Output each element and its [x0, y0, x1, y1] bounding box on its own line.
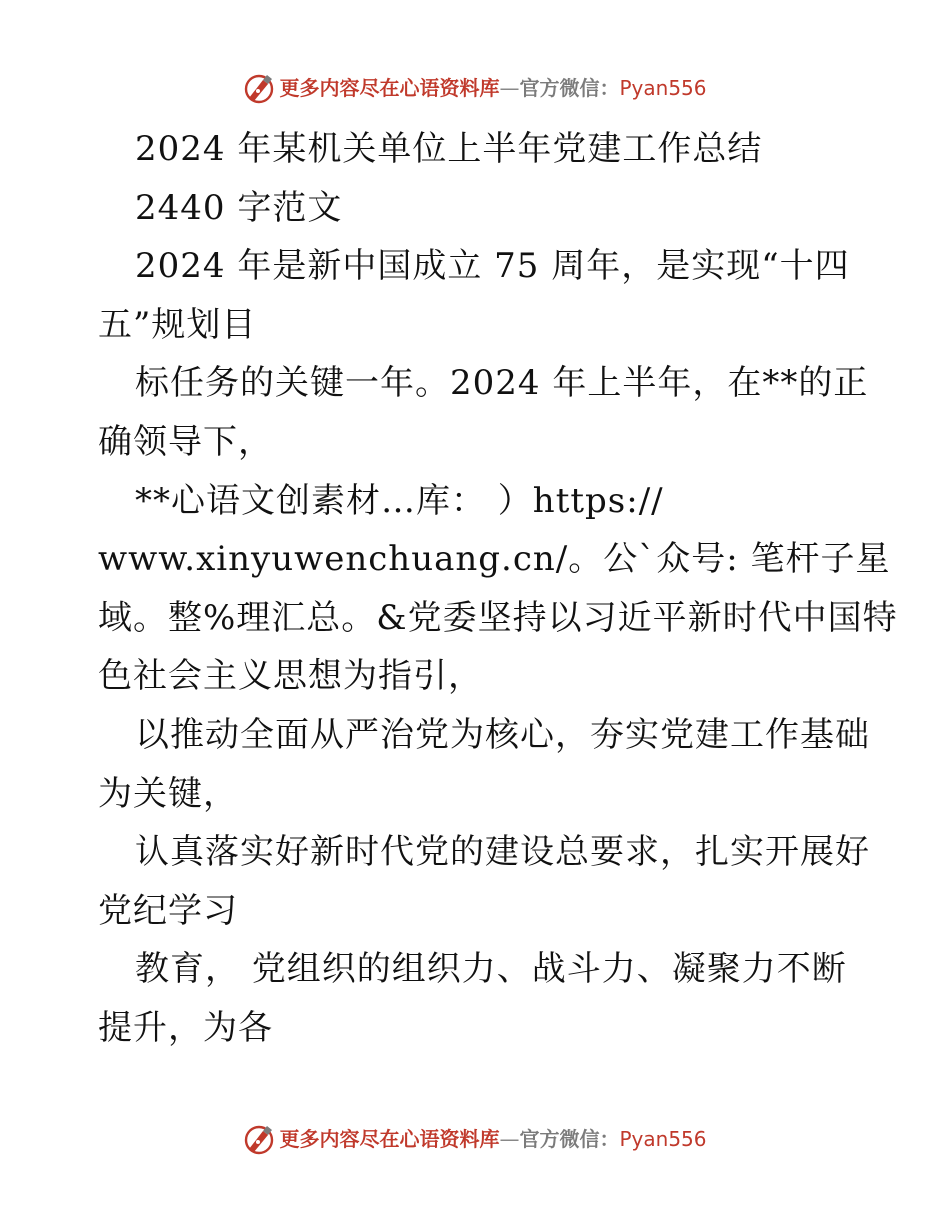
header-dash: — — [499, 76, 520, 100]
footer-wechat-label: 官方微信： — [519, 1127, 620, 1151]
header-wechat-label: 官方微信： — [519, 76, 620, 100]
header-wechat-id: Pyan556 — [619, 76, 707, 100]
footer-brand-text: 更多内容尽在心语资料库 — [279, 1127, 500, 1151]
footer-wechat-id: Pyan556 — [619, 1127, 707, 1151]
page-header — [0, 72, 950, 104]
paragraph-line: 党纪学习 — [98, 890, 238, 931]
header-brand-text: 更多内容尽在心语资料库 — [279, 76, 500, 100]
paragraph-line: 五”规划目 — [98, 304, 257, 345]
paragraph-line: 以推动全面从严治党为核心，夯实党建工作基础 — [135, 714, 870, 755]
paragraph-line: **心语文创素材…库： ）https:// — [135, 480, 664, 521]
paragraph-line: 为关键， — [98, 773, 238, 814]
paragraph-line: 标任务的关键一年。2024 年上半年，在**的正 — [135, 363, 869, 404]
pen-nib-logo-icon — [243, 72, 275, 104]
paragraph-line: www.xinyuwenchuang.cn/。公`众号: 笔杆子星 — [98, 539, 891, 580]
document-body — [98, 120, 898, 1058]
paragraph-line: 色社会主义思想为指引， — [98, 656, 483, 697]
paragraph-line: 确领导下， — [98, 421, 273, 462]
paragraph-line: 域。整%理汇总。&党委坚持以习近平新时代中国特 — [98, 597, 898, 638]
paragraph-line: 2024 年是新中国成立 75 周年，是实现“十四 — [135, 246, 850, 287]
paragraph-line: 提升，为各 — [98, 1007, 273, 1048]
footer-dash: — — [499, 1127, 520, 1151]
page-footer — [0, 1123, 950, 1155]
pen-nib-logo-icon — [243, 1123, 275, 1155]
document-title: 2024 年某机关单位上半年党建工作总结 — [135, 129, 763, 169]
paragraph-line: 教育， 党组织的组织力、战斗力、凝聚力不断 — [135, 949, 847, 990]
word-count-line: 2440 字范文 — [135, 187, 343, 228]
paragraph-line: 认真落实好新时代党的建设总要求，扎实开展好 — [135, 832, 870, 873]
